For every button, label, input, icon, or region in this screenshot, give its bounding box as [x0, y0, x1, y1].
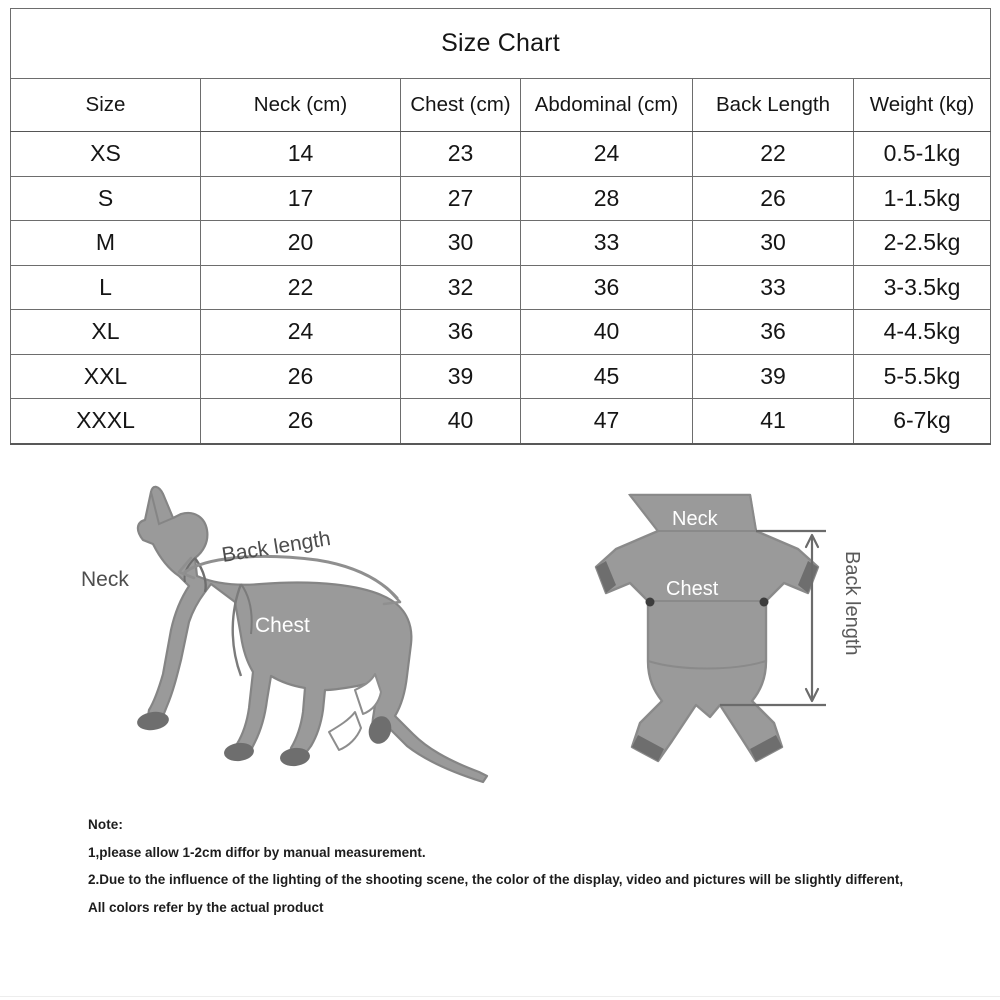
cell-abdominal: 36	[521, 265, 693, 310]
hind-leg-gap-2	[329, 712, 361, 750]
garment-silhouette-icon	[560, 465, 890, 795]
size-chart-table	[10, 8, 991, 445]
cat-measurement-diagram	[55, 480, 495, 800]
table-row	[11, 354, 991, 399]
table-row	[11, 310, 991, 355]
cell-abdominal: 47	[521, 399, 693, 444]
cell-chest: 36	[401, 310, 521, 355]
cell-size: XS	[11, 132, 201, 177]
cell-weight: 4-4.5kg	[854, 310, 991, 355]
table-row	[11, 221, 991, 266]
cell-chest: 27	[401, 176, 521, 221]
garment-neck-label: Neck	[672, 508, 718, 530]
cell-abdominal: 45	[521, 354, 693, 399]
cat-silhouette-icon	[55, 480, 495, 800]
garment-chest-label: Chest	[666, 578, 719, 600]
note-heading: Note:	[88, 817, 123, 832]
cell-back-length: 33	[693, 265, 854, 310]
cell-abdominal: 40	[521, 310, 693, 355]
cell-weight: 6-7kg	[854, 399, 991, 444]
cell-chest: 30	[401, 221, 521, 266]
cell-neck: 20	[201, 221, 401, 266]
cell-back-length: 22	[693, 132, 854, 177]
notes-section	[88, 818, 968, 928]
cat-neck-label: Neck	[81, 568, 129, 591]
cell-size: L	[11, 265, 201, 310]
cell-weight: 2-2.5kg	[854, 221, 991, 266]
cell-back-length: 36	[693, 310, 854, 355]
column-header-size: Size	[11, 79, 201, 132]
cell-neck: 26	[201, 354, 401, 399]
cell-back-length: 39	[693, 354, 854, 399]
column-header-back-length: Back Length	[693, 79, 854, 132]
cell-weight: 0.5-1kg	[854, 132, 991, 177]
measurement-diagrams	[0, 455, 1000, 815]
cell-weight: 3-3.5kg	[854, 265, 991, 310]
table-row	[11, 176, 991, 221]
note-line-2: 2.Due to the influence of the lighting of the shooting scene, the color of the display, video and pictures will be slightly different,	[88, 872, 904, 887]
cell-back-length: 41	[693, 399, 854, 444]
column-header-weight: Weight (kg)	[854, 79, 991, 132]
table-row	[11, 132, 991, 177]
cell-chest: 23	[401, 132, 521, 177]
cell-weight: 1-1.5kg	[854, 176, 991, 221]
note-line-1: 1,please allow 1-2cm diffor by manual measurement.	[88, 844, 426, 860]
column-header-abdominal: Abdominal (cm)	[521, 79, 693, 132]
cell-back-length: 26	[693, 176, 854, 221]
cell-size: XL	[11, 310, 201, 355]
table-row	[11, 399, 991, 444]
cell-neck: 17	[201, 176, 401, 221]
table-row	[11, 265, 991, 310]
cell-neck: 14	[201, 132, 401, 177]
garment-measurement-diagram	[560, 465, 890, 795]
cell-abdominal: 33	[521, 221, 693, 266]
cell-neck: 26	[201, 399, 401, 444]
cell-size: M	[11, 221, 201, 266]
cell-chest: 39	[401, 354, 521, 399]
cell-chest: 40	[401, 399, 521, 444]
cat-back-length-label: Back length	[220, 527, 333, 567]
table-title-row	[11, 9, 991, 79]
cell-neck: 22	[201, 265, 401, 310]
cell-weight: 5-5.5kg	[854, 354, 991, 399]
cell-size: XXL	[11, 354, 201, 399]
note-line-3: All colors refer by the actual product	[88, 899, 324, 915]
cat-chest-label: Chest	[255, 614, 310, 637]
size-chart-table-container	[10, 8, 990, 445]
cell-back-length: 30	[693, 221, 854, 266]
armpit-marker-right	[760, 598, 769, 607]
garment-back-length-label: Back length	[841, 551, 863, 656]
cell-chest: 32	[401, 265, 521, 310]
page-title: Size Chart	[11, 9, 991, 79]
cell-size: S	[11, 176, 201, 221]
cell-abdominal: 24	[521, 132, 693, 177]
table-header-row	[11, 79, 991, 132]
cell-size: XXXL	[11, 399, 201, 444]
cell-abdominal: 28	[521, 176, 693, 221]
armpit-marker-left	[646, 598, 655, 607]
cell-neck: 24	[201, 310, 401, 355]
column-header-neck: Neck (cm)	[201, 79, 401, 132]
bottom-divider	[0, 996, 1000, 997]
column-header-chest: Chest (cm)	[401, 79, 521, 132]
